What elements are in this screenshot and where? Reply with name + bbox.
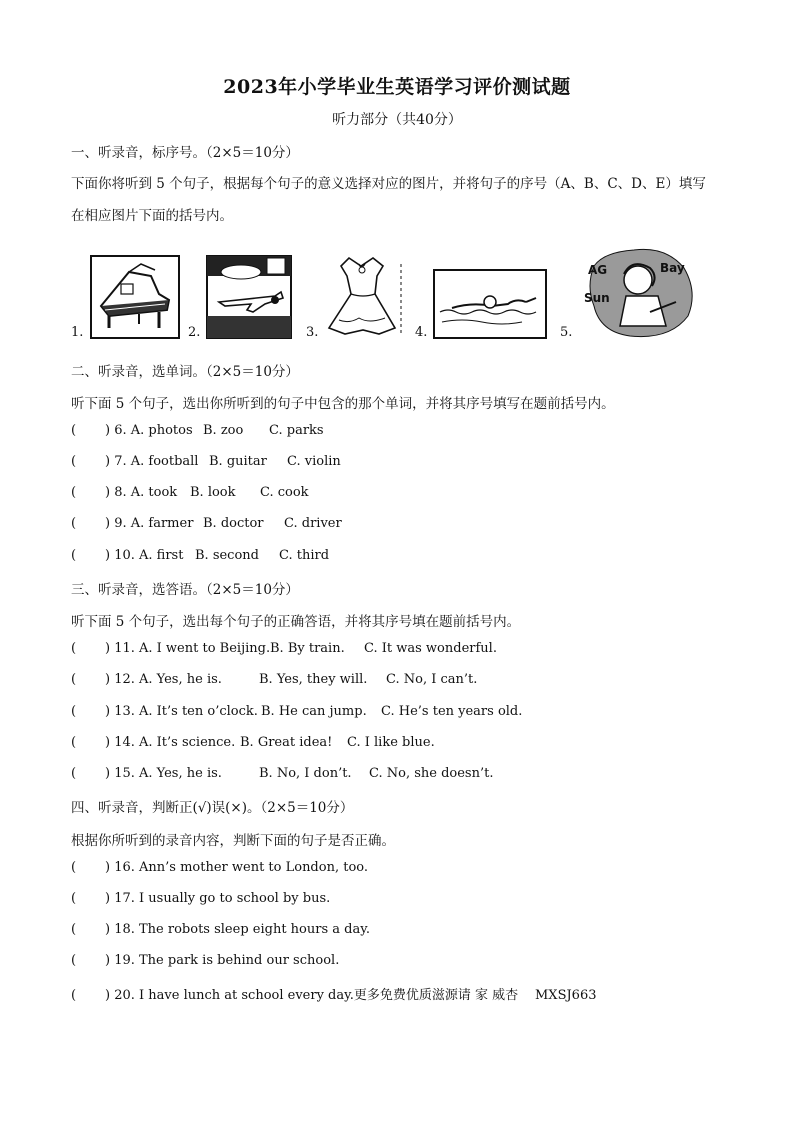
girl-writing-icon (580, 246, 698, 340)
question-6: ( ) 6. A. photos B. zoo C. parks (71, 423, 324, 438)
picture5-word-1: AG (588, 263, 608, 277)
question-17: ( ) 17. I usually go to school by bus. (71, 891, 331, 906)
question-11: ( ) 11. A. I went to Beijing.B. By train. C. It was wonderful. (71, 641, 497, 656)
section1-instruction-1: 下面你将听到 5 个句子，根据每个句子的意义选择对应的图片，并将句子的序号（A、B、C、D、E）填写 (71, 176, 706, 192)
question-18: ( ) 18. The robots sleep eight hours a day. (71, 922, 370, 937)
question-15: ( ) 15. A. Yes, he is. B. No, I don’t. C. No, she doesn’t. (71, 766, 494, 781)
question-7: ( ) 7. A. football B. guitar C. violin (71, 454, 341, 469)
section1-heading: 一、听录音，标序号。（2×5＝10分） (71, 145, 299, 161)
dress-icon (319, 254, 407, 340)
page-title: 2023年小学毕业生英语学习评价测试题 (223, 76, 571, 98)
question-9: ( ) 9. A. farmer B. doctor C. driver (71, 516, 342, 531)
question-19: ( ) 19. The park is behind our school. (71, 953, 340, 968)
airplane-icon (205, 254, 293, 340)
section4-heading: 四、听录音，判断正(√)误(×)。（2×5＝10分） (71, 800, 354, 816)
section4-instruction: 根据你所听到的录音内容，判断下面的句子是否正确。 (71, 833, 395, 849)
picture-label-3: 3. (306, 325, 319, 340)
question-16: ( ) 16. Ann’s mother went to London, too. (71, 860, 369, 875)
swimmer-icon (432, 268, 548, 340)
picture5-word-3: Sun (584, 291, 610, 305)
piano-icon (89, 254, 181, 340)
picture-row (71, 245, 711, 340)
question-13: ( ) 13. A. It’s ten o’clock. B. He can jump. C. He’s ten years old. (71, 704, 523, 719)
page-subtitle: 听力部分（共40分） (332, 112, 462, 128)
picture-label-1: 1. (71, 325, 84, 340)
section2-heading: 二、听录音，选单词。（2×5＝10分） (71, 364, 299, 380)
section2-instruction: 听下面 5 个句子，选出你所听到的句子中包含的那个单词，并将其序号填写在题前括号内。 (71, 396, 615, 412)
question-20: ( ) 20. I have lunch at school every day.更多免费优质滋源请 家 威杏 MXSJ663 (71, 988, 597, 1003)
picture-label-2: 2. (188, 325, 201, 340)
section3-heading: 三、听录音，选答语。（2×5＝10分） (71, 582, 299, 598)
question-12: ( ) 12. A. Yes, he is. B. Yes, they will. C. No, I can’t. (71, 672, 478, 687)
picture-label-5: 5. (560, 325, 573, 340)
question-8: ( ) 8. A. took B. look C. cook (71, 485, 309, 500)
question-14: ( ) 14. A. It’s science. B. Great idea! C. I like blue. (71, 735, 435, 750)
section1-instruction-2: 在相应图片下面的括号内。 (71, 208, 233, 224)
question-10: ( ) 10. A. first B. second C. third (71, 548, 330, 563)
picture5-word-2: Bay (660, 261, 685, 275)
document-code: MXSJ663 (535, 988, 597, 1003)
section3-instruction: 听下面 5 个句子，选出每个句子的正确答语，并将其序号填在题前括号内。 (71, 614, 521, 630)
picture-label-4: 4. (415, 325, 428, 340)
